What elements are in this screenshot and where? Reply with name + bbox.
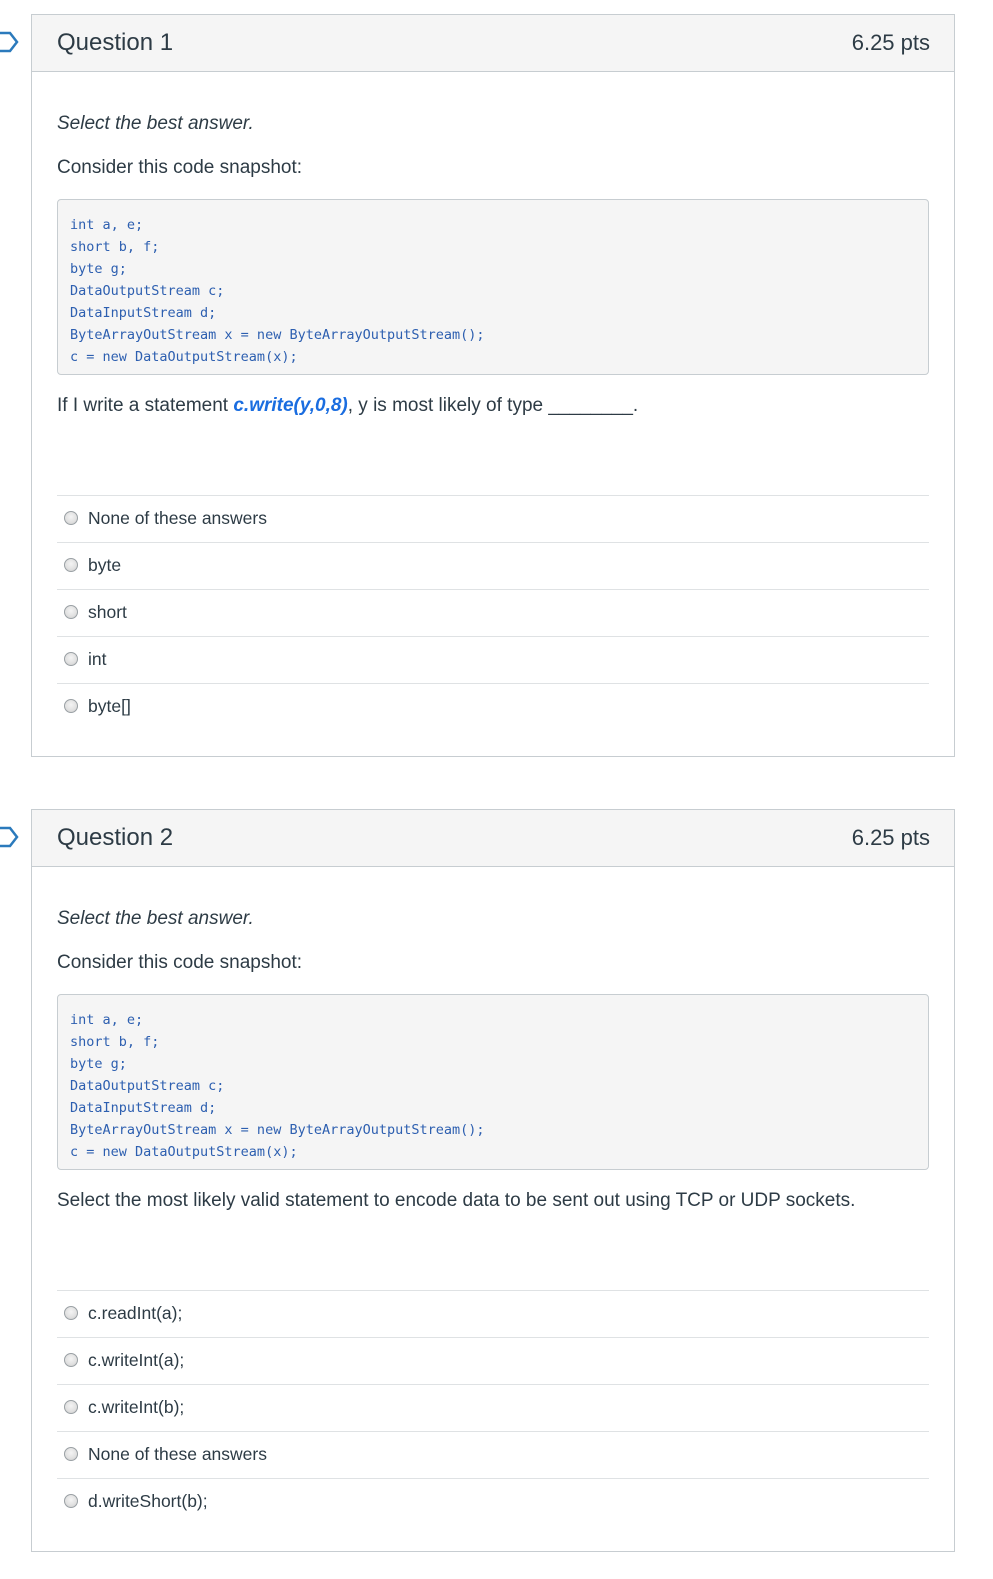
question-title: Question 1 xyxy=(57,29,174,56)
code-line: DataInputStream d; xyxy=(70,305,217,321)
answer-label: int xyxy=(88,649,107,669)
bookmark-flag-icon[interactable] xyxy=(0,31,20,53)
bookmark-flag-icon[interactable] xyxy=(0,826,20,848)
question-card xyxy=(31,809,955,1552)
answer-label: d.writeShort(b); xyxy=(88,1491,208,1511)
code-snippet xyxy=(57,994,929,1170)
answer-option[interactable] xyxy=(57,1478,929,1525)
question-prompt xyxy=(57,395,638,417)
answer-option[interactable] xyxy=(57,1290,929,1337)
code-line: short b, f; xyxy=(70,239,160,255)
question-header xyxy=(32,15,954,72)
radio-circle-icon[interactable] xyxy=(64,699,78,713)
question-points: 6.25 pts xyxy=(851,825,930,850)
question-instruction: Select the best answer. xyxy=(57,113,254,134)
radio-circle-icon[interactable] xyxy=(64,1306,78,1320)
question-prompt: Select the most likely valid statement to encode data to be sent out using TCP or UDP sockets. xyxy=(57,1190,856,1211)
answer-option[interactable] xyxy=(57,589,929,636)
answer-label: byte xyxy=(88,555,122,575)
code-line: byte g; xyxy=(70,1056,127,1072)
code-line: c = new DataOutputStream(x); xyxy=(70,349,298,365)
code-line: short b, f; xyxy=(70,1034,160,1050)
answer-option[interactable] xyxy=(57,1337,929,1384)
radio-circle-icon[interactable] xyxy=(64,605,78,619)
code-line: int a, e; xyxy=(70,217,144,233)
code-snippet xyxy=(57,199,929,375)
radio-circle-icon[interactable] xyxy=(64,558,78,572)
answer-label: c.readInt(a); xyxy=(88,1303,183,1323)
question-title: Question 2 xyxy=(57,824,174,851)
prompt-text: If I write a statement xyxy=(57,395,234,416)
answer-option[interactable] xyxy=(57,1431,929,1478)
radio-circle-icon[interactable] xyxy=(64,1494,78,1508)
answer-label: byte[] xyxy=(88,696,131,716)
prompt-text: , y is most likely of type ________. xyxy=(347,395,639,416)
code-line: DataInputStream d; xyxy=(70,1100,217,1116)
question-intro: Consider this code snapshot: xyxy=(57,157,303,178)
question-instruction: Select the best answer. xyxy=(57,908,254,929)
radio-circle-icon[interactable] xyxy=(64,1353,78,1367)
answer-list xyxy=(57,495,929,730)
question-points: 6.25 pts xyxy=(851,30,930,55)
code-line: ByteArrayOutStream x = new ByteArrayOutputStream(); xyxy=(70,1122,485,1138)
answer-label: None of these answers xyxy=(88,508,267,528)
radio-circle-icon[interactable] xyxy=(64,1400,78,1414)
question-header xyxy=(32,810,954,867)
code-line: byte g; xyxy=(70,261,127,277)
answer-option[interactable] xyxy=(57,542,929,589)
radio-circle-icon[interactable] xyxy=(64,511,78,525)
answer-label: c.writeInt(a); xyxy=(88,1350,185,1370)
code-line: ByteArrayOutStream x = new ByteArrayOutputStream(); xyxy=(70,327,485,343)
code-line: c = new DataOutputStream(x); xyxy=(70,1144,298,1160)
answer-list xyxy=(57,1290,929,1525)
answer-option[interactable] xyxy=(57,495,929,542)
radio-circle-icon[interactable] xyxy=(64,1447,78,1461)
answer-option[interactable] xyxy=(57,1384,929,1431)
answer-label: c.writeInt(b); xyxy=(88,1397,185,1417)
answer-option[interactable] xyxy=(57,683,929,730)
radio-circle-icon[interactable] xyxy=(64,652,78,666)
code-line: DataOutputStream c; xyxy=(70,1078,225,1094)
code-line: int a, e; xyxy=(70,1012,144,1028)
code-line: DataOutputStream c; xyxy=(70,283,225,299)
answer-label: short xyxy=(88,602,127,622)
question-card xyxy=(31,14,955,757)
prompt-code-highlight: c.write(y,0,8) xyxy=(233,395,348,416)
answer-label: None of these answers xyxy=(88,1444,267,1464)
answer-option[interactable] xyxy=(57,636,929,683)
question-intro: Consider this code snapshot: xyxy=(57,952,303,973)
